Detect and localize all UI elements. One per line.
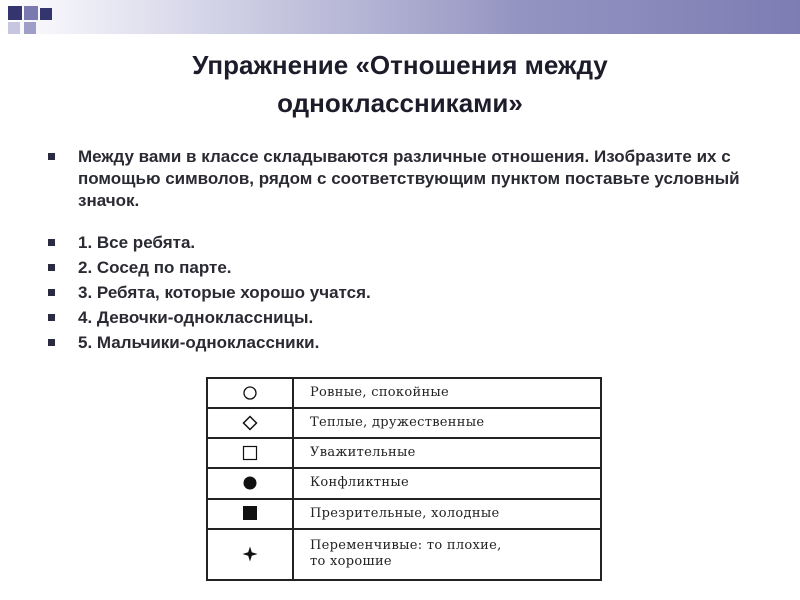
table-row [207, 408, 601, 438]
circle-filled-icon [242, 475, 258, 491]
legend-label: Ровные, спокойные [293, 378, 601, 408]
title-line-2: одноклассниками» [277, 88, 523, 118]
decor-square-icon [24, 6, 38, 20]
circle-outline-icon [242, 385, 258, 401]
title-line-1: Упражнение «Отношения между [192, 50, 608, 80]
legend-label-line-1: Переменчивые: то плохие, [310, 538, 502, 554]
diamond-outline-icon [242, 415, 258, 431]
square-outline-icon [242, 445, 258, 461]
symbol-cell [207, 499, 293, 529]
slide-title [90, 46, 710, 122]
symbol-cell [207, 438, 293, 468]
legend-label-line-2: то хорошие [310, 554, 392, 570]
legend-label: Презрительные, холодные [293, 499, 601, 529]
instruction-text: Между вами в классе складываются различные отношения. Изобразите их с помощью символов, рядом с соответствующим пунктом поставьте условный значок. [78, 147, 740, 210]
bullet-list [48, 146, 768, 357]
header-band [0, 0, 800, 34]
bullet-icon [48, 153, 55, 160]
symbol-cell [207, 529, 293, 580]
legend-label [293, 529, 601, 580]
bullet-icon [48, 339, 55, 346]
symbol-legend-table [206, 377, 602, 581]
decor-square-icon [8, 6, 22, 20]
table-row [207, 499, 601, 529]
list-item-text: 4. Девочки-одноклассницы. [78, 308, 314, 327]
table-row [207, 529, 601, 580]
table-row [207, 468, 601, 498]
table-row [207, 378, 601, 408]
list-item-text: 5. Мальчики-одноклассники. [78, 333, 320, 352]
list-item [48, 282, 768, 304]
decor-square-icon [40, 8, 52, 20]
table-row [207, 438, 601, 468]
bullet-icon [48, 264, 55, 271]
symbol-cell [207, 468, 293, 498]
list-item [48, 146, 768, 212]
list-item [48, 332, 768, 354]
symbol-cell [207, 378, 293, 408]
bullet-icon [48, 314, 55, 321]
legend-label: Теплые, дружественные [293, 408, 601, 438]
decor-square-icon [8, 22, 20, 34]
list-item [48, 232, 768, 254]
list-item-text: 3. Ребята, которые хорошо учатся. [78, 283, 371, 302]
legend-label: Уважительные [293, 438, 601, 468]
star-filled-icon [242, 546, 258, 562]
bullet-icon [48, 239, 55, 246]
symbol-cell [207, 408, 293, 438]
list-item-text: 2. Сосед по парте. [78, 258, 232, 277]
square-filled-icon [242, 505, 258, 521]
bullet-icon [48, 289, 55, 296]
list-item [48, 257, 768, 279]
legend-label: Конфликтные [293, 468, 601, 498]
list-item-text: 1. Все ребята. [78, 233, 196, 252]
decor-square-icon [24, 22, 36, 34]
list-item [48, 307, 768, 329]
